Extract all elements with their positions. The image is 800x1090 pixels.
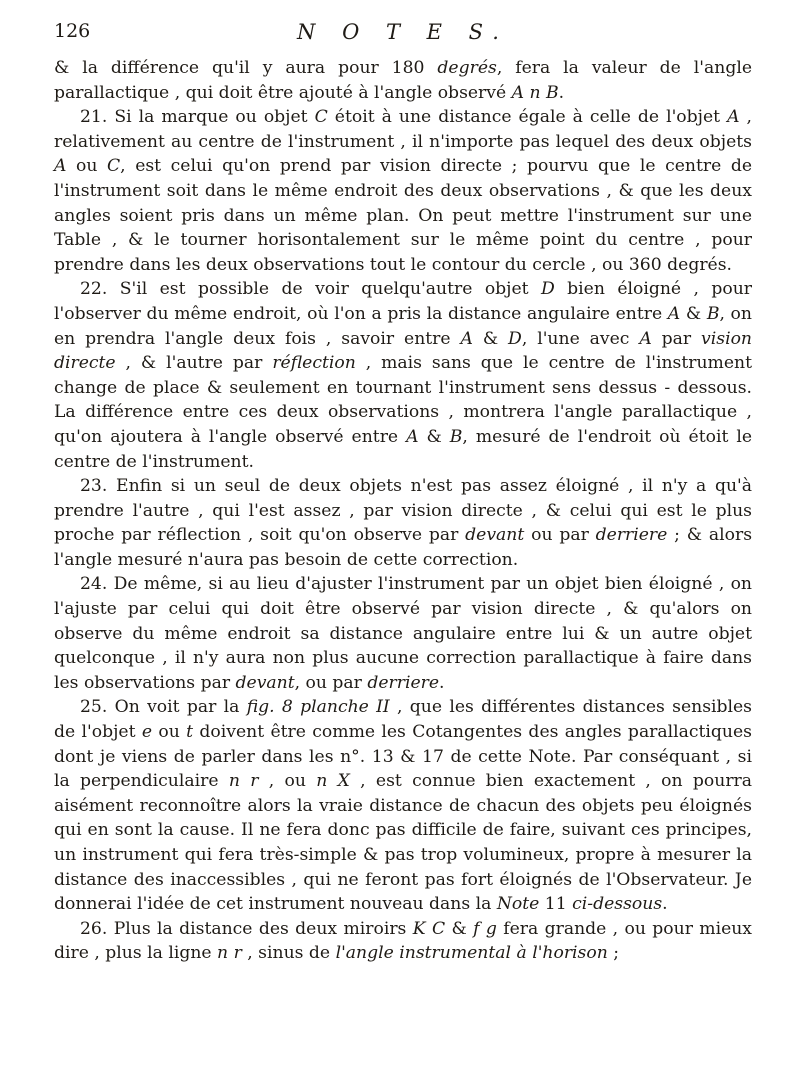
- italic-run: f g: [473, 918, 497, 939]
- italic-run: n r: [228, 771, 259, 792]
- italic-run: e: [141, 722, 153, 743]
- text-run: , & l'autre par: [115, 353, 273, 374]
- body-text: [54, 56, 752, 966]
- paragraph-25: [54, 695, 752, 916]
- text-run: , ou: [258, 771, 317, 792]
- italic-run: t: [186, 722, 194, 743]
- italic-run: K C: [412, 918, 446, 939]
- paragraph-23: [54, 474, 752, 572]
- italic-run: C: [314, 107, 328, 128]
- text-run: bien éloigné , pour l'observer du même endroit, où l'on a pris la distance angulaire entre: [54, 279, 752, 324]
- italic-run: vision directe: [54, 328, 752, 374]
- italic-run: devant: [465, 525, 525, 546]
- paragraph-26: [54, 917, 752, 966]
- text-run: , relativement au centre de l'instrument , il n'importe pas lequel des deux objets: [54, 107, 752, 152]
- italic-run: n r: [217, 943, 242, 964]
- running-head: [54, 20, 752, 56]
- paragraph-24: [54, 572, 752, 695]
- text-run: par: [651, 328, 702, 349]
- italic-run: A: [406, 426, 419, 447]
- text-run: 25. On voit par la: [80, 697, 247, 718]
- italic-run: degrés: [437, 58, 497, 78]
- text-run: doivent être comme les Cotangentes des angles parallactiques dont je viens de parler dans les n°. 13 & 17 de cette Note. Par conséquant , si la perpendiculaire: [54, 722, 752, 792]
- text-run: , fera la valeur de l'angle parallactique , qui doit être ajouté à l'angle observé: [54, 58, 753, 103]
- page-number: 126: [54, 20, 91, 42]
- italic-run: devant: [235, 672, 295, 693]
- text-run: , sinus de: [241, 943, 336, 964]
- italic-run: l'angle instrumental à l'horison: [335, 943, 608, 964]
- text-run: , est celui qu'on prend par vision directe ; pourvu que le centre de l'instrument soit dans le même endroit des deux observations , & que les deux angles soient pris dans un même plan. On peut mettre l'instrument sur une Table , & le tourner horisontalement sur le même point du centre , pour prendre dans les deux observations tout le contour du cercle , ou 360 degrés.: [54, 156, 752, 275]
- text-run: &: [680, 303, 707, 324]
- text-run: 23. Enfin si un seul de deux objets n'est pas assez éloigné , il n'y a qu'à prendre l'autre , qui l'est assez , par vision directe , & celui qui est le plus proche par réflection , soit qu'on observe par: [54, 476, 752, 546]
- paragraph-22: [54, 277, 752, 474]
- italic-run: A: [727, 107, 740, 128]
- text-run: .: [439, 672, 445, 693]
- italic-run: n X: [316, 771, 350, 792]
- italic-run: A: [667, 303, 681, 324]
- text-run: &: [445, 918, 474, 939]
- italic-run: D: [508, 328, 522, 349]
- text-run: , l'une avec: [521, 328, 640, 349]
- italic-run: B: [706, 303, 720, 324]
- italic-run: A: [460, 328, 473, 349]
- running-title: N O T E S.: [297, 20, 509, 44]
- text-run: &: [418, 426, 450, 447]
- text-run: , que les différentes distances sensibles de l'objet: [54, 697, 753, 743]
- text-run: , on en prendra l'angle deux fois , savoir entre: [54, 303, 752, 349]
- text-run: 26. Plus la distance des deux miroirs: [80, 918, 413, 939]
- text-run: 24. De même, si au lieu d'ajuster l'instrument par un objet bien éloigné , on l'ajuste par celui qui doit être observé par vision directe , & qu'alors on observe du même endroit sa distance angulaire entre lui & un autre objet quelconque , il n'y aura non plus aucune correction parallactique à faire dans les observations par: [54, 574, 752, 693]
- italic-run: Note: [496, 894, 540, 915]
- text-run: .: [558, 82, 565, 103]
- text-run: ;: [607, 943, 620, 964]
- text-run: & la différence qu'il y aura pour 180: [54, 58, 438, 78]
- text-run: ou: [66, 156, 107, 177]
- italic-run: A n B: [511, 82, 559, 103]
- text-run: étoit à une distance égale à celle de l'objet: [327, 107, 728, 128]
- text-run: ; & alors l'angle mesuré n'aura pas besoin de cette correction.: [54, 525, 753, 570]
- italic-run: A: [54, 156, 67, 177]
- text-run: , mais sans que le centre de l'instrument change de place & seulement en tournant l'instrument sens dessus - dessous. La différence entre ces deux observations , montrera l'angle parallactique , qu'on ajoutera à l'angle observé entre: [54, 353, 753, 447]
- italic-run: C: [107, 156, 121, 177]
- text-run: fera grande , ou pour mieux dire , plus la ligne: [54, 918, 753, 964]
- text-run: 11: [539, 894, 573, 915]
- italic-run: ci-dessous: [572, 894, 663, 915]
- text-run: .: [662, 894, 668, 915]
- italic-run: B: [449, 426, 463, 447]
- text-run: 22. S'il est possible de voir quelqu'autre objet: [80, 279, 541, 300]
- text-run: ou par: [524, 525, 596, 546]
- text-run: &: [472, 328, 509, 349]
- text-run: ou: [152, 722, 187, 743]
- italic-run: fig. 8 planche II: [246, 697, 390, 718]
- paragraph-continuation: [54, 56, 752, 105]
- italic-run: derriere: [367, 672, 440, 693]
- text-run: , mesuré de l'endroit où étoit le centre de l'instrument.: [54, 426, 752, 472]
- paragraph-21: [54, 105, 752, 277]
- text-run: , est connue bien exactement , on pourra aisément reconnoître alors la vraie distance de chacun des objets peu éloignés qui en sont la cause. Il ne fera donc pas difficile de faire, suivant ces principes, un instrument qui fera très-simple & pas trop volumineux, propre à mesurer la distance des inaccessibles , qui ne feront pas fort éloignés de l'Observateur. Je donnerai l'idée de cet instrument nouveau dans la: [54, 771, 753, 915]
- italic-run: A: [639, 328, 652, 349]
- text-run: 21. Si la marque ou objet: [80, 107, 315, 128]
- italic-run: derriere: [595, 525, 668, 546]
- text-run: , ou par: [294, 672, 368, 693]
- italic-run: D: [540, 279, 555, 300]
- italic-run: réflection: [272, 353, 356, 374]
